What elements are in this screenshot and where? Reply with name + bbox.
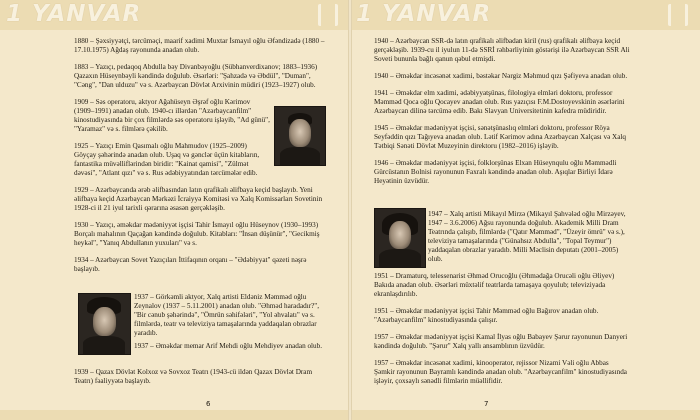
entry-1946: 1946 – Əməkdar mədəniyyət işçisi, folklorşünas Elxan Hüseynqulu oğlu Məmmədli Gürcüstanın Bolnisi rayonunun Faxralı kəndində anadan olub. Aşıqlar Birliyi İdarə Heyətinin üzvüdür.	[374, 159, 617, 185]
book-gutter	[348, 0, 352, 420]
page-footer-band	[350, 410, 700, 420]
entry-1951-a: 1951 – Dramaturq, telessenarist Əhməd Orucoğlu (Əhmədağa Orucəli oğlu Əliyev) Bakıda anadan olub. Əsərləri müxtəlif teatrlarda tamaşaya qoyulub; televiziyada ekranlaşdırılıb.	[374, 272, 615, 298]
date-heading: 1 YANVAR	[6, 1, 142, 27]
entry-1940-a: 1940 – Azərbaycan SSR-də latın qrafikalı əlifbadan kiril (rus) qrafikalı əlifbaya keçid gerçəkləşib. 1939-cu il iyulun 11-də SSRİ rəhbərliyinin göstərişi ilə Azərbaycan SSR Ali Soveti bununla bağlı qanun qəbul etmişdi.	[374, 37, 630, 63]
right-page	[350, 0, 700, 420]
page-header-banner	[350, 0, 700, 30]
right-entries-top	[374, 37, 630, 194]
date-heading: 1 YANVAR	[356, 1, 492, 27]
entry-1925: 1925 – Yazıçı Emin Qasımalı oğlu Mahmudov (1925–2009) Göyçay şəhərində anadan olub. Uşaq və gənclər üçün kitabların, fantastika müvəlliflərindən biridir: "Kainat qamisi", "Zülmət dəvəsi", "Atlant qızı" və s. Rus ədəbiyyatından tərcümələr edib.	[74, 142, 260, 177]
entry-1937-a: 1937 – Görkəmli aktyor, Xalq artisti Eldəniz Məmməd oğlu Zeynalov (1937 – 5.11.2001) anadan olub. "Əhməd haradadır?", "Bir cənub şəhərində", "Ömrün səhifələri", "Yol əhvalatı" və s. filmlərdə, teatr və televiziya tamaşalarında yaddaqalan obrazlar yaradıb.	[134, 293, 320, 337]
ornament-icon	[668, 4, 688, 26]
entry-1883: 1883 – Yazıçı, pedaqoq Abdulla bəy Divanbəyoğlu (Sübhanverdixanov; 1883–1936) Qazaxın Hüseynbəyli kəndində doğulub. Əsərləri: "Şahzadə və Əbdül", "Duman", "Cəng", "Dan ulduzu" və s. Azərbaycan Dövlət Arxivinin müdiri (1923–1927) olub.	[74, 63, 318, 89]
entry-1934: 1934 – Azərbaycan Sovet Yazıçıları İttifaqının orqanı – "Ədəbiyyat" qəzeti nəşrə başlayıb.	[74, 256, 307, 273]
page-number: 6	[206, 400, 211, 408]
entry-1930: 1930 – Yazıçı, əməkdar mədəniyyət işçisi Tahir İsmayıl oğlu Hüseynov (1930–1993) Borçalı mahalının Qaçağan kəndində doğulub. Kitabları: "İnsan düşünür", "Gecikmiş heykəl", "Yanıq Abdullanın yuxuları" və s.	[74, 221, 320, 247]
ornament-icon	[318, 4, 338, 26]
entry-1929: 1929 – Azərbaycanda ərəb əlifbasından latın qrafikalı əlifbaya keçid başlayıb. Yeni əlifbaya keçid Azərbaycan Mərkəzi İcraiyyə Komitəsi və Xalq Komissarları Sovetinin 1928-ci il 21 iyul tarixli qərarına əsasən gerçəkləşib.	[74, 186, 323, 212]
entry-1909: 1909 – Səs operatoru, aktyor Ağahüseyn Əşrəf oğlu Kərimov (1909–1991) anadan olub. 1940-cı illərdən "Azərbaycanfilm" kinostudiyasında bir çox filmlərdə səs operatoru işləyib, "Ad günü", "Yaramaz" və s. filmlərə çəkilib.	[74, 98, 270, 133]
entry-1937-b: 1937 – Əməkdar memar Arif Mehdi oğlu Mehdiyev anadan olub.	[134, 342, 323, 350]
entry-1957-a: 1957 – Əməkdar mədəniyyət işçisi Kamal İlyas oğlu Babayev Şərur rayonunun Danyeri kəndində doğulub. "Şərur" Xalq yallı ansamblının üzvüdür.	[374, 333, 628, 350]
portrait-photo-karimov	[274, 106, 326, 166]
entry-1939: 1939 – Qazax Dövlət Kolxoz və Sovxoz Teatrı (1943-cü ildən Qazax Dövlət Dram Teatrı) fəaliyyətə başlayıb.	[74, 368, 313, 385]
portrait-photo-zeynalov	[78, 293, 131, 355]
entry-1957-b: 1957 – Əməkdar incəsənət xadimi, kinooperator, rejissor Nizami Vəli oğlu Abbas Şəmkir rayonunun Bayramlı kəndində anadan olub. "Azərbaycanfilm" kinostudiyasında işləyir, çoxsaylı sənədli filmlərin müəllifidir.	[374, 359, 627, 385]
entry-1940-b: 1940 – Əməkdar incəsənət xadimi, bəstəkar Nərgiz Məhmud qızı Şəfiyeva anadan olub.	[374, 72, 628, 80]
page-number: 7	[484, 400, 489, 408]
entry-1880: 1880 – Şəxsiyyətçi, tərcüməçi, maarif xadimi Muxtar İsmayıl oğlu Əfəndizadə (1880 – 17.10.1975) Ağdaş rayonunda anadan olub.	[74, 37, 325, 54]
page-header-banner	[0, 0, 350, 30]
entry-1947: 1947 – Xalq artisti Mikayıl Mirzə (Mikayıl Şahvələd oğlu Mirzəyev, 1947 – 3.6.2006) Ağsu rayonunda doğulub. Akademik Milli Dram Teatrında çalışıb, filmlərdə ("Qatır Məmməd", "Üzeyir ömrü" və s.), televiziya tamaşalarında ("Günahsız Abdulla", "Topal Teymur") yaddaqalan obrazlar yaradıb. Milli Məclisin deputatı (2001–2005) olub.	[428, 210, 626, 263]
right-entries-bottom	[374, 272, 630, 394]
entry-1945: 1945 – Əməkdar mədəniyyət işçisi, sənətşünaslıq elmləri doktoru, professor Röya Seyfəddin qızı Tağıyeva anadan olub. Lətif Kərimov adına Azərbaycan Xalçası və Xalq Tətbiqi Sənəti Dövlət Muzeyinin direktoru (1982–2016) işləyib.	[374, 124, 627, 150]
entry-1951-b: 1951 – Əməkdar mədəniyyət işçisi Tahir Məmməd oğlu Bağırov anadan olub. "Azərbaycanfilm" kinostudiyasında çalışır.	[374, 307, 599, 324]
portrait-photo-mirza	[374, 208, 426, 268]
entry-1941: 1941 – Əməkdar elm xadimi, ədəbiyyatşünas, filologiya elmləri doktoru, professor Məmməd Qoca oğlu Qocayev anadan olub. Rus yazıçısı F.M.Dostoyevskinin əsərlərini Azərbaycan dilinə tərcümə edib. Bakı Slavyan Universitetinin kafedra müdiridir.	[374, 89, 625, 115]
page-footer-band	[0, 410, 350, 420]
